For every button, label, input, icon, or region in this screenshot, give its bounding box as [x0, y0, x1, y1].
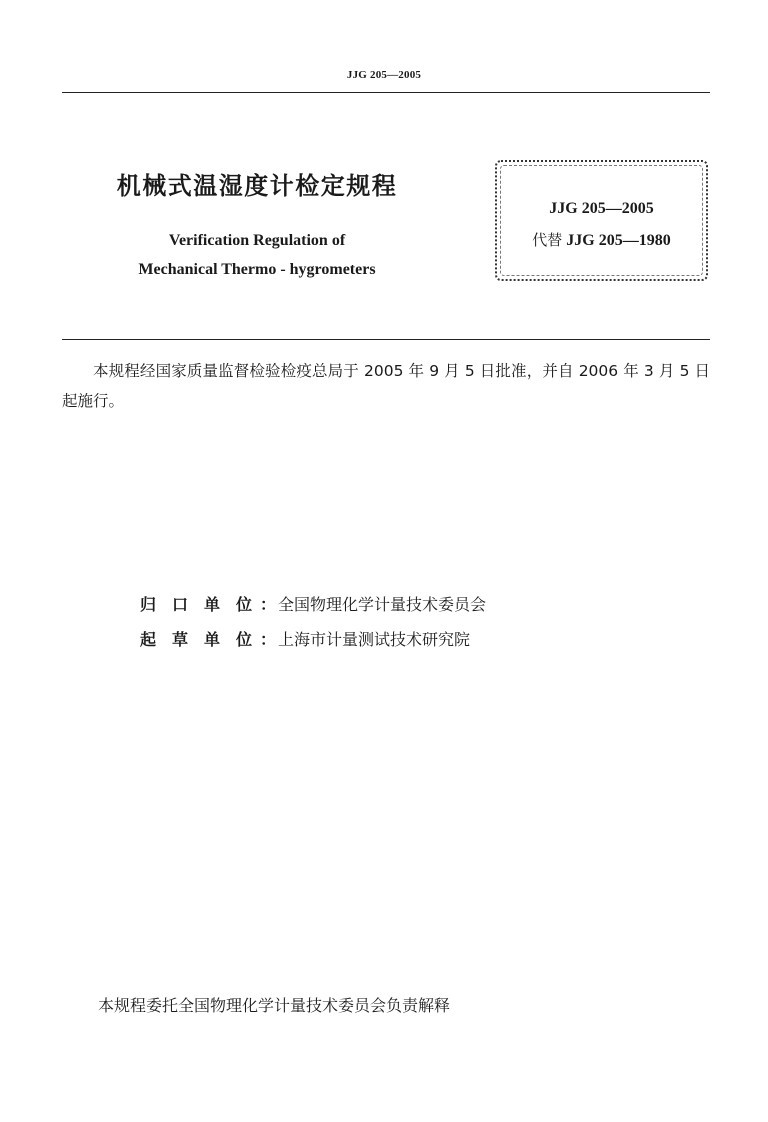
unit-label-char: 草	[172, 630, 189, 649]
unit-label-char: 归	[140, 595, 157, 614]
unit-label-char: 单	[204, 630, 221, 649]
unit-value-drafting: 上海市计量测试技术研究院	[278, 630, 471, 649]
replaces-code: JJG 205—1980	[566, 232, 671, 249]
unit-separator: ：	[260, 630, 277, 649]
unit-row-drafting	[140, 627, 470, 650]
title-english-line2: Mechanical Thermo - hygrometers	[138, 261, 376, 278]
unit-label-char: 口	[172, 595, 189, 614]
unit-row-responsible	[140, 592, 486, 615]
title-english	[62, 226, 452, 284]
replaces-line	[497, 229, 706, 250]
unit-separator: ：	[260, 595, 277, 614]
unit-label-char: 位	[236, 630, 253, 649]
replaces-prefix: 代替	[532, 231, 563, 249]
interpretation-note: 本规程委托全国物理化学计量技术委员会负责解释	[98, 996, 451, 1015]
standard-code: JJG 205—2005	[549, 200, 654, 217]
standard-code-box	[495, 160, 708, 281]
header-rule	[62, 92, 710, 93]
approval-statement: 本规程经国家质量监督检验检疫总局于 2005 年 9 月 5 日批准，并自 2006 年 3 月 5 日起施行。	[62, 362, 710, 410]
unit-label-char: 单	[204, 595, 221, 614]
unit-label-drafting	[140, 627, 278, 650]
title-english-line1: Verification Regulation of	[168, 232, 346, 249]
unit-label-char: 起	[140, 630, 157, 649]
title-chinese: 机械式温湿度计检定规程	[116, 172, 398, 200]
unit-label-char: 位	[236, 595, 253, 614]
unit-value-responsible: 全国物理化学计量技术委员会	[278, 595, 487, 614]
unit-label-responsible	[140, 592, 278, 615]
section-rule	[62, 339, 710, 340]
running-header-code: JJG 205—2005	[346, 69, 422, 81]
